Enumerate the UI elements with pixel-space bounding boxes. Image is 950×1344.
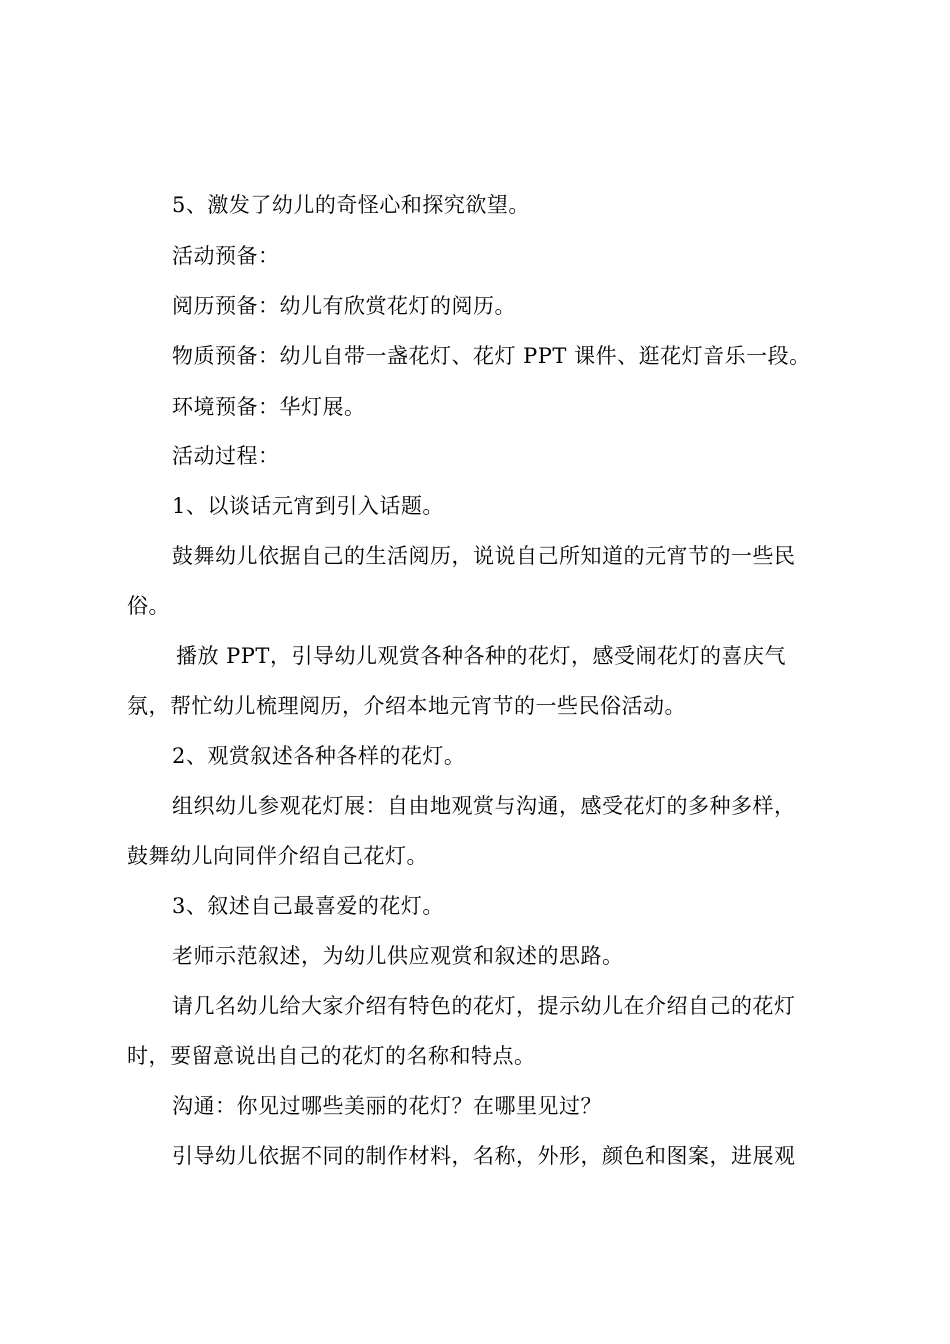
text-line-paragraph: 鼓舞幼儿依据自己的生活阅历，说说自己所知道的元宵节的一些民 — [172, 544, 796, 568]
text-line-environment-prep: 环境预备：华灯展。 — [172, 395, 366, 419]
text-line-paragraph: 请几名幼儿给大家介绍有特色的花灯，提示幼儿在介绍自己的花灯 — [172, 994, 796, 1018]
text-line-continuation: 鼓舞幼儿向同伴介绍自己花灯。 — [127, 844, 428, 868]
text-line-goal-5: 5、激发了幼儿的奇怪心和探究欲望。 — [172, 193, 530, 217]
text-line-step-3: 3、叙述自己最喜爱的花灯。 — [172, 894, 444, 918]
text-line-step-1: 1、以谈话元宵到引入话题。 — [172, 494, 444, 518]
text-line-step-2: 2、观赏叙述各种各样的花灯。 — [172, 744, 466, 768]
text-line-paragraph: 引导幼儿依据不同的制作材料，名称，外形，颜色和图案，进展观 — [172, 1144, 796, 1168]
text-line-preparation-heading: 活动预备： — [172, 244, 280, 268]
text-line-material-prep: 物质预备：幼儿自带一盏花灯、花灯 PPT 课件、逛花灯音乐一段。 — [172, 344, 811, 368]
text-line-continuation: 俗。 — [127, 594, 170, 618]
text-line-paragraph: 组织幼儿参观花灯展：自由地观赏与沟通，感受花灯的多种多样， — [172, 794, 796, 818]
text-line-continuation: 时，要留意说出自己的花灯的名称和特点。 — [127, 1044, 536, 1068]
text-line-paragraph: 老师示范叙述，为幼儿供应观赏和叙述的思路。 — [172, 944, 624, 968]
text-line-question: 沟通：你见过哪些美丽的花灯？在哪里见过？ — [172, 1094, 602, 1118]
text-line-continuation: 氛，帮忙幼儿梳理阅历，介绍本地元宵节的一些民俗活动。 — [127, 694, 686, 718]
text-line-experience-prep: 阅历预备：幼儿有欣赏花灯的阅历。 — [172, 294, 516, 318]
text-line-paragraph: 播放 PPT，引导幼儿观赏各种各种的花灯，感受闹花灯的喜庆气 — [176, 644, 786, 668]
text-line-process-heading: 活动过程： — [172, 444, 280, 468]
